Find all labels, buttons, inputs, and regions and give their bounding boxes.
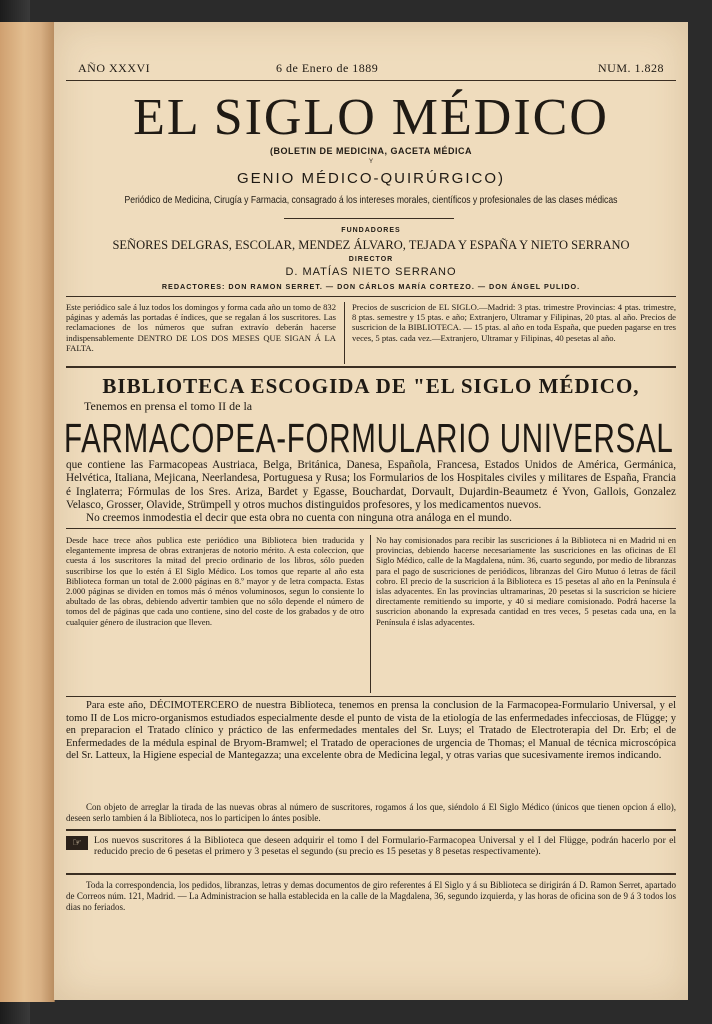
biblioteca-intro: Tenemos en prensa el tomo II de la [84, 399, 253, 413]
editors: REDACTORES: DON RAMON SERRET. — DON CÁRLOS MARÍA CORTEZO. — DON ÁNGEL PULIDO. [161, 282, 581, 291]
issue-date: 6 de Enero de 1889 [276, 61, 379, 75]
pointing-hand-icon: ☞ [66, 836, 88, 850]
correspondence-footer: Toda la correspondencia, los pedidos, libranzas, letras y demas documentos de giro referentes á El Siglo y á su Biblioteca se dirigirán á D. Ramon Serret, apartado de Correos núm. 121, Madrid. — La Administracion se halla establecida en la calle de la Magdalena, 36, segundo izquierda, y las horas de oficina son de 9 á 3 todos los dias no feriados. [66, 880, 676, 912]
rule [66, 528, 676, 529]
column-divider [370, 535, 371, 693]
issue-number: NUM. 1.828 [597, 61, 664, 75]
director-name: D. MATÍAS NIETO SERRANO [285, 266, 457, 278]
book-title: FARMACOPEA-FORMULARIO UNIVERSAL [64, 415, 674, 461]
book-note: No creemos inmodestia el decir que esta obra no cuenta con ninguna otra análoga en el mundo. [86, 512, 512, 524]
masthead-subtitle: (BOLETIN DE MEDICINA, GACETA MÉDICA [270, 146, 472, 156]
rule [66, 829, 676, 831]
newspaper-page [54, 22, 688, 1000]
rule [66, 873, 676, 875]
masthead-title: EL SIGLO MÉDICO [133, 89, 609, 146]
new-subscribers-text: Los nuevos suscritores á la Biblioteca que deseen adquirir el tomo I del Formulario-Farmacopea Universal y el I del Flügge, podrán hacerlo por el reducido precio de 6 pesetas el primero y 3 pesetas el segundo (su precio es 15 pesetas y 8 pesetas respectivamente). [94, 835, 676, 858]
arrange-note: Con objeto de arreglar la tirada de las nuevas obras al número de suscritores, rogamos á los que, siéndolo á El Siglo Médico (únicos que tienen opcion á ello), deseen serlo tambien á la Biblioteca, nos lo participen lo ántes posible. [66, 802, 676, 823]
masthead-subtitle-2: GENIO MÉDICO-QUIRÚRGICO) [237, 170, 505, 187]
rule [66, 366, 676, 368]
founders-names: SEÑORES DELGRAS, ESCOLAR, MENDEZ ÁLVARO, TEJADA Y ESPAÑA Y NIETO SERRANO [112, 238, 630, 252]
rule [66, 80, 676, 81]
column-divider [344, 302, 345, 364]
rule [66, 696, 676, 697]
announcement: Para este año, DÉCIMOTERCERO de nuestra Biblioteca, tenemos en prensa la conclusion de la Farmacopea-Formulario Universal, y el tomo II de Los micro-organismos estudiados especialmente desde el punto de vista de la etiología de las enfermedades infecciosas, de Flügge; y en preparacion el Tratado clínico y práctico de las enfermedades mentales del Sr. Luys; el Tratado de Electroterapia del Dr. Erb; el de Enfermedades de la médula espinal de Bryom-Bramwel; el Tratado de operaciones de urgencia de Thomas; el Manual de técnica microscópica del Sr. Latteux, la Higiene especial de Mantegazza; una excelente obra de Medicina legal, y otras varias que sucesivamente iremos indicando. [66, 700, 676, 761]
issue-header [66, 61, 676, 75]
masthead-conjunction: Y [368, 159, 373, 165]
book-binding [0, 22, 55, 1002]
rule [284, 218, 454, 219]
issue-year: AÑO XXXVI [78, 61, 151, 75]
book-description: que contiene las Farmacopeas Austriaca, Belga, Británica, Danesa, Española, Francesa, Estados Unidos de América, Germánica, Helvética, Italiana, Mejicana, Neerlandesa, Portuguesa y Rusa; los Formularios de los Hospitales civiles y militares de España, Francia é Inglaterra; Fórmulas de los Sres. Ariza, Bardet y Egasse, Bouchardat, Dorvault, Dujardin-Beaumetz é Yvon, Gallois, Gonzalez Velasco, Grosser, Olavide, Strümpell y otros muchos distinguidos profesores, y los medicamentos nuevos. [66, 459, 676, 511]
biblioteca-heading: BIBLIOTECA ESCOGIDA DE "EL SIGLO MÉDICO, [102, 374, 640, 398]
column-left: Desde hace trece años publica este periódico una Biblioteca bien traducida y elegantemente impresa de obras extranjeras de notorio mérito. A esta coleccion, que cuesta á los suscritores la mitad del precio ordinario de los libros, sólo pueden suscribirse los que lo estén á El Siglo Médico. Los tomos que reparte al año esta Biblioteca forman un total de 2.000 páginas en 8.º mayor y de letra compacta. Estas 2.000 páginas se dividen en tomos más ó ménos voluminosos, segun lo consiente lo abultado de las obras, debiendo advertir tambien que no sólo depende el número de tomos del de páginas que cada uno contiene, sino del coste de los grabados y de otro cualquier género de ilustracion que lleven. [66, 535, 364, 627]
new-subscribers-notice [66, 835, 676, 858]
founders-label: FUNDADORES [341, 227, 401, 234]
rule [66, 296, 676, 297]
director-label: DIRECTOR [348, 256, 394, 263]
info-right: Precios de suscricion de EL SIGLO.—Madrid: 3 ptas. trimestre Provincias: 4 ptas. trimestre, 8 ptas. semestre y 15 ptas. e año; Extranjero, Ultramar y Filipinas, 20 ptas. al año. Precios de suscricion de la BIBLIOTECA. — 15 ptas. al año en toda España, que pueden pagarse en tres veces, 5 ptas. cada vez.—Extranjero, Ultramar y Filipinas, 40 pesetas al año. [352, 302, 676, 343]
info-left: Este periódico sale á luz todos los domingos y forma cada año un tomo de 832 páginas y además las portadas é índices, que se regalan á los suscritores. Las reclamaciones de los números que sufran extravío deberán hacerse indispensablemente DENTRO DE LOS DOS MESES QUE SIGAN Á LA FALTA. [66, 302, 336, 353]
column-right: No hay comisionados para recibir las suscriciones á la Biblioteca ni en Madrid ni en provincias, debiendo hacerse necesariamente las suscriciones en las oficinas de El Siglo Médico, calle de la Magdalena, núm. 36, cuarto segundo, por medio de libranzas para el pago de suscriciones de periódicos, libranzas del Giro Mutuo ó letras de fácil cobro. El precio de la suscricion á la Biblioteca es 15 pesetas al año en la Península é islas adyacentes. En las provincias ultramarinas, 20 pesetas si la suscricion se hiciere directamente remitiendo su importe, y 40 si mediare comisionado. Podrá hacerse la suscricion abonando la expresada cantidad en tres veces, 5 pesetas cada una, en la Península é islas adyacentes. [376, 535, 676, 627]
masthead-description: Periódico de Medicina, Cirugía y Farmacia, consagrado á los intereses morales, científicos y profesionales de las clases médicas [124, 194, 618, 206]
